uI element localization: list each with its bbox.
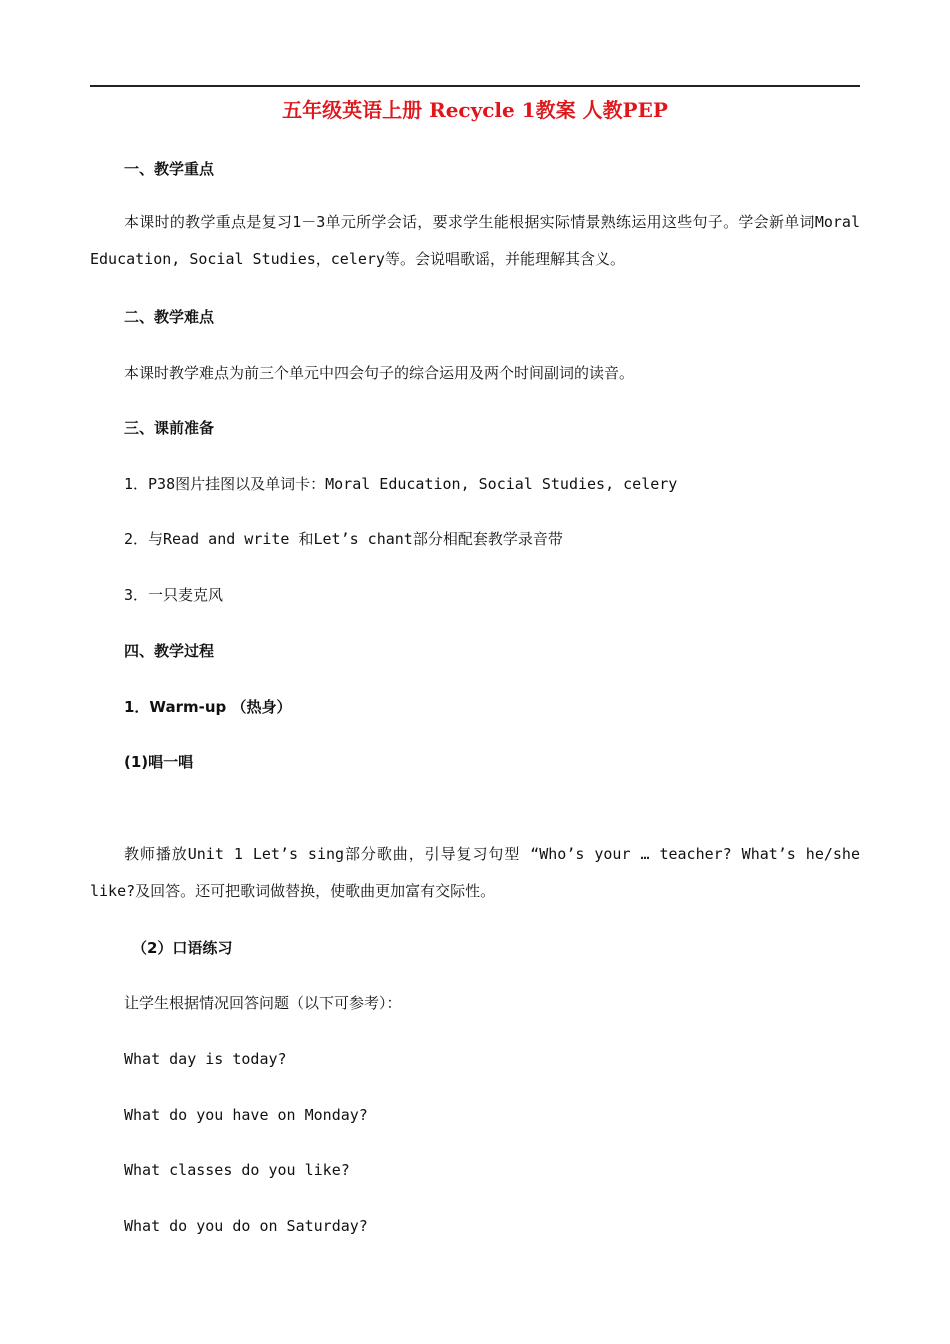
difficulties-paragraph: 本课时教学难点为前三个单元中四会句子的综合运用及两个时间副词的读音。 (124, 364, 635, 382)
preparation-item: 3．一只麦克风 (124, 586, 224, 604)
preparation-item: 1．P38图片挂图以及单词卡：Moral Education, Social Studies, celery (124, 475, 678, 493)
section-heading-process: 四、教学过程 (124, 642, 215, 660)
top-rule (90, 85, 860, 87)
sing-paragraph: 教师播放Unit 1 Let’s sing部分歌曲，引导复习句型 “Who’s your … teacher? What’s he/she like?及回答。还可把歌词做替换，使歌曲更加富有交际性。 (90, 845, 860, 900)
question-item: What do you do on Saturday? (124, 1217, 368, 1235)
oral-practice-intro: 让学生根据情况回答问题（以下可参考）： (124, 994, 402, 1012)
sub-heading-oral-practice: （2）口语练习 (132, 939, 233, 957)
section-heading-difficulties: 二、教学难点 (124, 308, 215, 326)
question-item: What day is today? (124, 1050, 287, 1068)
question-item: What classes do you like? (124, 1161, 350, 1179)
key-points-paragraph: 本课时的教学重点是复习1－3单元所学会话，要求学生能根据实际情景熟练运用这些句子。学会新单词Moral Education, Social Studies，celery等。会说唱歌谣，并能理解其含义。 (90, 213, 860, 268)
sub-heading-sing: (1)唱一唱 (124, 753, 194, 771)
document-title: 五年级英语上册 Recycle 1教案 人教PEP (282, 98, 668, 122)
question-item: What do you have on Monday? (124, 1106, 368, 1124)
step-heading-warmup: 1．Warm-up （热身） (124, 698, 292, 716)
preparation-item: 2．与Read and write 和Let’s chant部分相配套教学录音带 (124, 530, 563, 548)
section-heading-key-points: 一、教学重点 (124, 160, 215, 178)
section-heading-preparation: 三、课前准备 (124, 419, 215, 437)
